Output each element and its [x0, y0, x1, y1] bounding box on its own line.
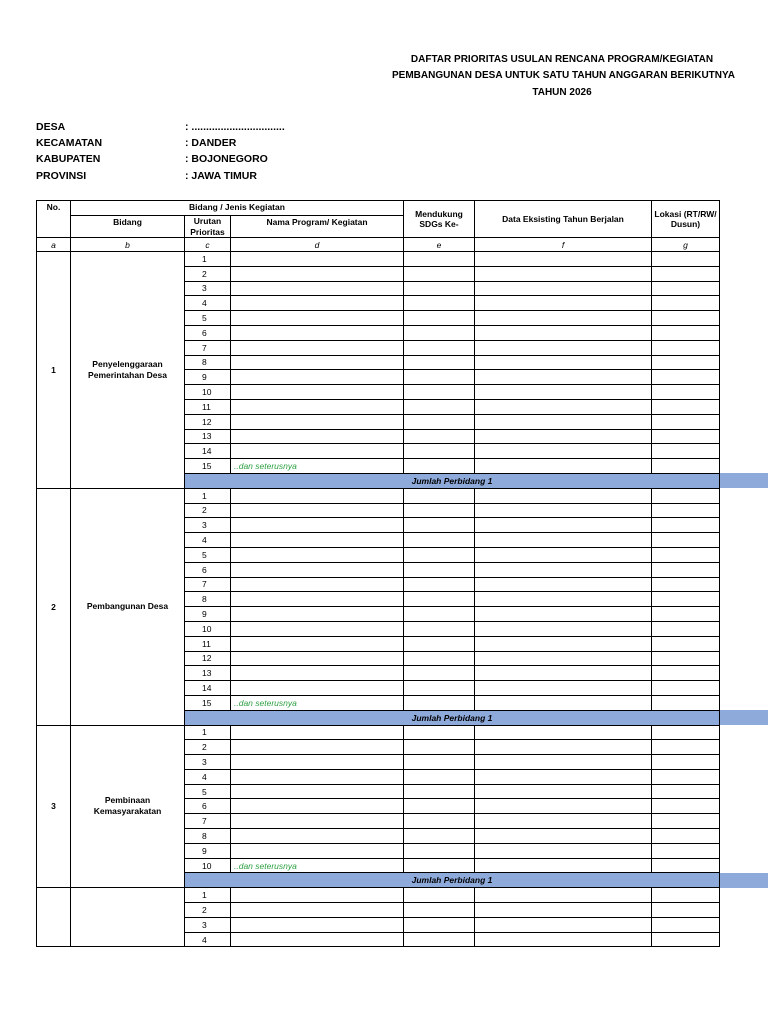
urutan-cell: 3	[185, 281, 231, 296]
lokasi-cell[interactable]	[652, 385, 720, 400]
urutan-cell: 11	[185, 399, 231, 414]
data-eksisting-cell[interactable]	[475, 888, 652, 903]
jumlah-band-extension	[720, 473, 768, 488]
info-label-desa: DESA	[36, 121, 66, 133]
data-eksisting-cell[interactable]	[475, 784, 652, 799]
nama-program-cell[interactable]	[231, 355, 404, 370]
nama-program-cell[interactable]	[231, 444, 404, 459]
info-value-desa: : ................................	[185, 121, 285, 133]
data-eksisting-cell[interactable]	[475, 385, 652, 400]
lokasi-cell[interactable]	[652, 547, 720, 562]
data-eksisting-cell[interactable]	[475, 562, 652, 577]
nama-program-cell[interactable]	[231, 414, 404, 429]
sdgs-cell[interactable]	[404, 621, 475, 636]
lokasi-cell[interactable]	[652, 252, 720, 267]
nama-program-cell[interactable]	[231, 533, 404, 548]
nama-program-cell[interactable]	[231, 799, 404, 814]
data-eksisting-cell[interactable]	[475, 311, 652, 326]
lokasi-cell[interactable]	[652, 858, 720, 873]
lokasi-cell[interactable]	[652, 281, 720, 296]
nama-program-cell[interactable]	[231, 503, 404, 518]
lokasi-cell[interactable]	[652, 340, 720, 355]
nama-program-cell[interactable]	[231, 814, 404, 829]
urutan-cell: 12	[185, 414, 231, 429]
urutan-cell: 15	[185, 459, 231, 474]
data-eksisting-cell[interactable]	[475, 459, 652, 474]
urutan-cell: 14	[185, 444, 231, 459]
info-value-kecamatan: : DANDER	[185, 137, 237, 149]
sdgs-cell[interactable]	[404, 355, 475, 370]
sdgs-cell[interactable]	[404, 932, 475, 947]
sdgs-cell[interactable]	[404, 503, 475, 518]
lokasi-cell[interactable]	[652, 932, 720, 947]
nama-program-cell[interactable]	[231, 266, 404, 281]
sdgs-cell[interactable]	[404, 607, 475, 622]
header-urutan: Urutan Prioritas	[185, 216, 231, 238]
lokasi-cell[interactable]	[652, 459, 720, 474]
data-eksisting-cell[interactable]	[475, 488, 652, 503]
nama-program-cell[interactable]	[231, 666, 404, 681]
nama-program-cell[interactable]	[231, 385, 404, 400]
group-no	[37, 888, 71, 947]
nama-program-cell[interactable]	[231, 281, 404, 296]
urutan-cell: 7	[185, 577, 231, 592]
dan-seterusnya-note: ..dan seterusnya	[231, 459, 404, 474]
sdgs-cell[interactable]	[404, 252, 475, 267]
info-value-kabupaten: : BOJONEGORO	[185, 153, 268, 165]
urutan-cell: 3	[185, 518, 231, 533]
group-bidang: Pembinaan Kemasyarakatan	[71, 725, 185, 888]
sdgs-cell[interactable]	[404, 414, 475, 429]
data-eksisting-cell[interactable]	[475, 666, 652, 681]
lokasi-cell[interactable]	[652, 266, 720, 281]
sdgs-cell[interactable]	[404, 340, 475, 355]
data-eksisting-cell[interactable]	[475, 903, 652, 918]
nama-program-cell[interactable]	[231, 784, 404, 799]
lokasi-cell[interactable]	[652, 562, 720, 577]
lokasi-cell[interactable]	[652, 311, 720, 326]
sdgs-cell[interactable]	[404, 296, 475, 311]
lokasi-cell[interactable]	[652, 414, 720, 429]
nama-program-cell[interactable]	[231, 311, 404, 326]
urutan-cell: 13	[185, 429, 231, 444]
group-bidang	[71, 888, 185, 947]
info-label-provinsi: PROVINSI	[36, 170, 87, 182]
letter-row	[37, 238, 720, 252]
lokasi-cell[interactable]	[652, 799, 720, 814]
jumlah-perbidang-label: Jumlah Perbidang 1	[185, 473, 720, 488]
lokasi-cell[interactable]	[652, 518, 720, 533]
data-eksisting-cell[interactable]	[475, 799, 652, 814]
sdgs-cell[interactable]	[404, 399, 475, 414]
data-eksisting-cell[interactable]	[475, 592, 652, 607]
lokasi-cell[interactable]	[652, 444, 720, 459]
urutan-cell: 14	[185, 681, 231, 696]
lokasi-cell[interactable]	[652, 503, 720, 518]
sdgs-cell[interactable]	[404, 917, 475, 932]
nama-program-cell[interactable]	[231, 829, 404, 844]
urutan-cell: 3	[185, 917, 231, 932]
nama-program-cell[interactable]	[231, 562, 404, 577]
urutan-cell: 10	[185, 858, 231, 873]
urutan-cell: 1	[185, 488, 231, 503]
urutan-cell: 13	[185, 666, 231, 681]
letter-a: a	[37, 238, 71, 252]
lokasi-cell[interactable]	[652, 725, 720, 740]
lokasi-cell[interactable]	[652, 533, 720, 548]
sdgs-cell[interactable]	[404, 829, 475, 844]
data-eksisting-cell[interactable]	[475, 577, 652, 592]
sdgs-cell[interactable]	[404, 725, 475, 740]
info-label-kecamatan: KECAMATAN	[36, 137, 103, 149]
lokasi-cell[interactable]	[652, 651, 720, 666]
sdgs-cell[interactable]	[404, 518, 475, 533]
sdgs-cell[interactable]	[404, 769, 475, 784]
data-eksisting-cell[interactable]	[475, 843, 652, 858]
urutan-cell: 5	[185, 547, 231, 562]
urutan-cell: 4	[185, 296, 231, 311]
nama-program-cell[interactable]	[231, 399, 404, 414]
sdgs-cell[interactable]	[404, 814, 475, 829]
nama-program-cell[interactable]	[231, 843, 404, 858]
sdgs-cell[interactable]	[404, 903, 475, 918]
sdgs-cell[interactable]	[404, 799, 475, 814]
sdgs-cell[interactable]	[404, 281, 475, 296]
lokasi-cell[interactable]	[652, 325, 720, 340]
sdgs-cell[interactable]	[404, 444, 475, 459]
urutan-cell: 2	[185, 740, 231, 755]
nama-program-cell[interactable]	[231, 340, 404, 355]
group-no: 1	[37, 252, 71, 489]
letter-d: d	[231, 238, 404, 252]
nama-program-cell[interactable]	[231, 755, 404, 770]
table-row	[37, 252, 720, 267]
data-eksisting-cell[interactable]	[475, 281, 652, 296]
urutan-cell: 9	[185, 843, 231, 858]
letter-c: c	[185, 238, 231, 252]
title-line-2: PEMBANGUNAN DESA UNTUK SATU TAHUN ANGGARAN BERIKUTNYA	[392, 70, 735, 81]
info-label-kabupaten: KABUPATEN	[36, 153, 101, 165]
urutan-cell: 4	[185, 932, 231, 947]
data-eksisting-cell[interactable]	[475, 740, 652, 755]
data-eksisting-cell[interactable]	[475, 325, 652, 340]
table-row	[37, 888, 720, 903]
urutan-cell: 8	[185, 829, 231, 844]
data-eksisting-cell[interactable]	[475, 932, 652, 947]
lokasi-cell[interactable]	[652, 769, 720, 784]
header-nama-program: Nama Program/ Kegiatan	[231, 216, 404, 238]
urutan-cell: 5	[185, 311, 231, 326]
table-row	[37, 725, 720, 740]
nama-program-cell[interactable]	[231, 917, 404, 932]
nama-program-cell[interactable]	[231, 769, 404, 784]
nama-program-cell[interactable]	[231, 547, 404, 562]
sdgs-cell[interactable]	[404, 592, 475, 607]
sdgs-cell[interactable]	[404, 695, 475, 710]
data-eksisting-cell[interactable]	[475, 355, 652, 370]
lokasi-cell[interactable]	[652, 429, 720, 444]
group-bidang: Pembangunan Desa	[71, 488, 185, 725]
nama-program-cell[interactable]	[231, 651, 404, 666]
lokasi-cell[interactable]	[652, 370, 720, 385]
sdgs-cell[interactable]	[404, 681, 475, 696]
lokasi-cell[interactable]	[652, 577, 720, 592]
data-eksisting-cell[interactable]	[475, 399, 652, 414]
data-eksisting-cell[interactable]	[475, 429, 652, 444]
nama-program-cell[interactable]	[231, 488, 404, 503]
nama-program-cell[interactable]	[231, 252, 404, 267]
data-eksisting-cell[interactable]	[475, 621, 652, 636]
lokasi-cell[interactable]	[652, 296, 720, 311]
data-eksisting-cell[interactable]	[475, 651, 652, 666]
sdgs-cell[interactable]	[404, 370, 475, 385]
lokasi-cell[interactable]	[652, 784, 720, 799]
header-sdgs: Mendukung SDGs Ke-	[404, 201, 475, 238]
data-eksisting-cell[interactable]	[475, 681, 652, 696]
sdgs-cell[interactable]	[404, 888, 475, 903]
group-bidang: Penyelenggaraan Pemerintahan Desa	[71, 252, 185, 489]
title-line-3: TAHUN 2026	[532, 87, 592, 98]
urutan-cell: 2	[185, 503, 231, 518]
urutan-cell: 1	[185, 888, 231, 903]
urutan-cell: 8	[185, 592, 231, 607]
lokasi-cell[interactable]	[652, 488, 720, 503]
data-eksisting-cell[interactable]	[475, 503, 652, 518]
urutan-cell: 2	[185, 266, 231, 281]
group-no: 3	[37, 725, 71, 888]
urutan-cell: 10	[185, 385, 231, 400]
lokasi-cell[interactable]	[652, 888, 720, 903]
lokasi-cell[interactable]	[652, 681, 720, 696]
sdgs-cell[interactable]	[404, 755, 475, 770]
urutan-cell: 2	[185, 903, 231, 918]
group-no: 2	[37, 488, 71, 725]
data-eksisting-cell[interactable]	[475, 829, 652, 844]
lokasi-cell[interactable]	[652, 607, 720, 622]
data-eksisting-cell[interactable]	[475, 695, 652, 710]
sdgs-cell[interactable]	[404, 740, 475, 755]
sdgs-cell[interactable]	[404, 488, 475, 503]
data-eksisting-cell[interactable]	[475, 444, 652, 459]
nama-program-cell[interactable]	[231, 903, 404, 918]
nama-program-cell[interactable]	[231, 932, 404, 947]
lokasi-cell[interactable]	[652, 917, 720, 932]
data-eksisting-cell[interactable]	[475, 252, 652, 267]
nama-program-cell[interactable]	[231, 518, 404, 533]
nama-program-cell[interactable]	[231, 370, 404, 385]
sdgs-cell[interactable]	[404, 547, 475, 562]
nama-program-cell[interactable]	[231, 577, 404, 592]
urutan-cell: 7	[185, 814, 231, 829]
data-eksisting-cell[interactable]	[475, 725, 652, 740]
nama-program-cell[interactable]	[231, 636, 404, 651]
lokasi-cell[interactable]	[652, 829, 720, 844]
lokasi-cell[interactable]	[652, 740, 720, 755]
sdgs-cell[interactable]	[404, 858, 475, 873]
letter-b: b	[71, 238, 185, 252]
letter-f: f	[475, 238, 652, 252]
data-eksisting-cell[interactable]	[475, 266, 652, 281]
nama-program-cell[interactable]	[231, 429, 404, 444]
sdgs-cell[interactable]	[404, 562, 475, 577]
data-eksisting-cell[interactable]	[475, 636, 652, 651]
data-eksisting-cell[interactable]	[475, 518, 652, 533]
lokasi-cell[interactable]	[652, 399, 720, 414]
dan-seterusnya-note: ..dan seterusnya	[231, 858, 404, 873]
data-eksisting-cell[interactable]	[475, 769, 652, 784]
lokasi-cell[interactable]	[652, 903, 720, 918]
sdgs-cell[interactable]	[404, 533, 475, 548]
urutan-cell: 15	[185, 695, 231, 710]
data-eksisting-cell[interactable]	[475, 607, 652, 622]
nama-program-cell[interactable]	[231, 296, 404, 311]
table-row	[37, 488, 720, 503]
data-eksisting-cell[interactable]	[475, 533, 652, 548]
dan-seterusnya-note: ..dan seterusnya	[231, 695, 404, 710]
nama-program-cell[interactable]	[231, 621, 404, 636]
sdgs-cell[interactable]	[404, 459, 475, 474]
nama-program-cell[interactable]	[231, 888, 404, 903]
lokasi-cell[interactable]	[652, 355, 720, 370]
nama-program-cell[interactable]	[231, 607, 404, 622]
urutan-cell: 5	[185, 784, 231, 799]
data-eksisting-cell[interactable]	[475, 414, 652, 429]
urutan-cell: 4	[185, 769, 231, 784]
jumlah-perbidang-label: Jumlah Perbidang 1	[185, 710, 720, 725]
sdgs-cell[interactable]	[404, 784, 475, 799]
lokasi-cell[interactable]	[652, 843, 720, 858]
data-eksisting-cell[interactable]	[475, 858, 652, 873]
nama-program-cell[interactable]	[231, 740, 404, 755]
data-eksisting-cell[interactable]	[475, 547, 652, 562]
urutan-cell: 12	[185, 651, 231, 666]
lokasi-cell[interactable]	[652, 592, 720, 607]
header-bidang: Bidang	[71, 216, 185, 238]
data-eksisting-cell[interactable]	[475, 917, 652, 932]
urutan-cell: 9	[185, 607, 231, 622]
data-eksisting-cell[interactable]	[475, 814, 652, 829]
lokasi-cell[interactable]	[652, 695, 720, 710]
urutan-cell: 6	[185, 799, 231, 814]
urutan-cell: 8	[185, 355, 231, 370]
nama-program-cell[interactable]	[231, 325, 404, 340]
sdgs-cell[interactable]	[404, 636, 475, 651]
sdgs-cell[interactable]	[404, 577, 475, 592]
header-data-eksisting: Data Eksisting Tahun Berjalan	[475, 201, 652, 238]
sdgs-cell[interactable]	[404, 311, 475, 326]
urutan-cell: 11	[185, 636, 231, 651]
nama-program-cell[interactable]	[231, 725, 404, 740]
sdgs-cell[interactable]	[404, 651, 475, 666]
header-bidang-jenis: Bidang / Jenis Kegiatan	[71, 201, 404, 216]
data-eksisting-cell[interactable]	[475, 340, 652, 355]
urutan-cell: 7	[185, 340, 231, 355]
nama-program-cell[interactable]	[231, 592, 404, 607]
urutan-cell: 6	[185, 562, 231, 577]
sdgs-cell[interactable]	[404, 385, 475, 400]
urutan-cell: 9	[185, 370, 231, 385]
letter-e: e	[404, 238, 475, 252]
lokasi-cell[interactable]	[652, 636, 720, 651]
jumlah-band-extension	[720, 710, 768, 725]
urutan-cell: 1	[185, 725, 231, 740]
urutan-cell: 10	[185, 621, 231, 636]
nama-program-cell[interactable]	[231, 681, 404, 696]
data-eksisting-cell[interactable]	[475, 296, 652, 311]
sdgs-cell[interactable]	[404, 429, 475, 444]
header-no: No.	[37, 201, 71, 238]
priority-table	[36, 200, 720, 947]
title-line-1: DAFTAR PRIORITAS USULAN RENCANA PROGRAM/KEGIATAN	[410, 54, 714, 65]
data-eksisting-cell[interactable]	[475, 755, 652, 770]
jumlah-band-extension	[720, 873, 768, 888]
header-lokasi: Lokasi (RT/RW/ Dusun)	[652, 201, 720, 238]
lokasi-cell[interactable]	[652, 755, 720, 770]
sdgs-cell[interactable]	[404, 666, 475, 681]
urutan-cell: 3	[185, 755, 231, 770]
urutan-cell: 6	[185, 325, 231, 340]
sdgs-cell[interactable]	[404, 843, 475, 858]
header-row-1	[37, 201, 720, 216]
sdgs-cell[interactable]	[404, 325, 475, 340]
letter-g: g	[652, 238, 720, 252]
info-value-provinsi: : JAWA TIMUR	[185, 170, 257, 182]
lokasi-cell[interactable]	[652, 621, 720, 636]
lokasi-cell[interactable]	[652, 814, 720, 829]
urutan-cell: 4	[185, 533, 231, 548]
jumlah-perbidang-label: Jumlah Perbidang 1	[185, 873, 720, 888]
data-eksisting-cell[interactable]	[475, 370, 652, 385]
lokasi-cell[interactable]	[652, 666, 720, 681]
sdgs-cell[interactable]	[404, 266, 475, 281]
urutan-cell: 1	[185, 252, 231, 267]
